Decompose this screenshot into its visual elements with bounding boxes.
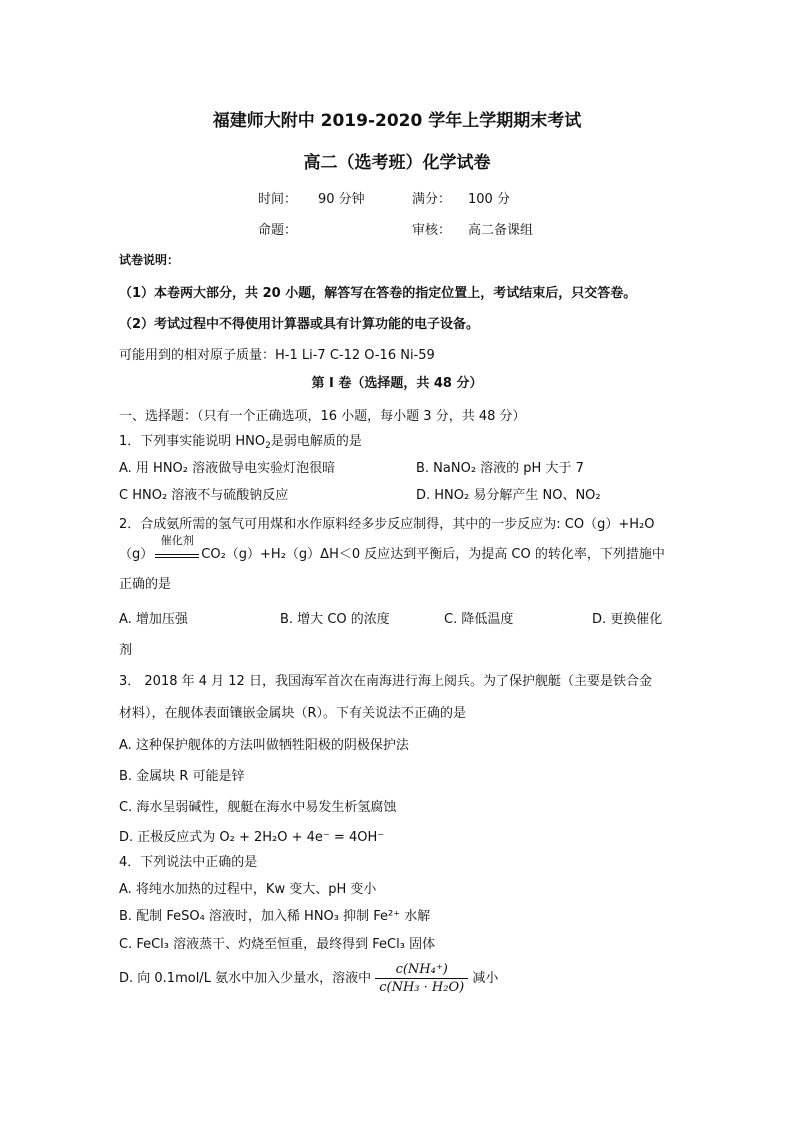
q2-stem-line1: 2．合成氨所需的氢气可用煤和水作原料经多步反应制得，其中的一步反应为: CO（g）+H₂O — [119, 517, 655, 532]
q1-option-a: A. 用 HNO₂ 溶液做导电实验灯泡很暗 — [119, 461, 336, 476]
q4-option-c: C. FeCl₃ 溶液蒸干、灼烧至恒重，最终得到 FeCl₃ 固体 — [119, 937, 436, 952]
time-value: 90 分钟 — [318, 192, 365, 207]
q2-option-c: C. 降低温度 — [444, 612, 514, 627]
exam-title: 福建师大附中 2019-2020 学年上学期期末考试 — [212, 111, 582, 131]
q1-stem: 1．下列事实能说明 $HNO_2$是弱电解质的是 — [119, 434, 362, 451]
q3-stem-line1: 3． 2018 年 4 月 12 日，我国海军首次在南海进行海上阅兵。为了保护舰艇（主要是铁合金 — [119, 674, 652, 689]
q2-stem-line3: 正确的是 — [119, 577, 172, 592]
instructions-item-1: （1）本卷两大部分，共 20 小题，解答写在答卷的指定位置上，考试结束后，只交答卷。 — [119, 286, 637, 301]
reviewer-value: 高二备课组 — [468, 223, 534, 238]
q1-option-d: D. HNO₂ 易分解产生 NO、NO₂ — [416, 488, 601, 503]
catalyst-equilibrium-arrow: 催化剂 — [155, 546, 199, 558]
q4-option-a: A. 将纯水加热的过程中，Kw 变大、pH 变小 — [119, 882, 377, 897]
concentration-ratio-fraction: $\frac{\text{c(NH₄⁺)}}{\text{c(NH₃ · H₂O)}}$ — [375, 962, 468, 995]
atomic-masses: 可能用到的相对原子质量：H-1 Li-7 C-12 O-16 Ni-59 — [119, 348, 435, 363]
section-title: 第 I 卷（选择题，共 48 分） — [311, 376, 483, 391]
q2-option-a: A. 增加压强 — [119, 612, 188, 627]
q2-option-d-cont: 剂 — [119, 643, 133, 658]
score-label: 满分： — [412, 192, 452, 207]
q1-option-b: B. NaNO₂ 溶液的 pH 大于 7 — [416, 461, 584, 476]
q4-option-d: D. 向 0.1mol/L 氨水中加入少量水，溶液中 $\frac{\text{c(NH₄⁺)}}{\text{c(NH₃ · H₂O)}}$ 减小 — [119, 962, 499, 995]
q4-stem: 4．下列说法中正确的是 — [119, 855, 258, 870]
instructions-heading: 试卷说明： — [119, 253, 180, 267]
q3-option-a: A. 这种保护舰体的方法叫做牺牲阳极的阴极保护法 — [119, 738, 409, 753]
q3-option-b: B. 金属块 R 可能是锌 — [119, 769, 245, 784]
time-label: 时间： — [258, 192, 298, 207]
q1-option-c: C HNO₂ 溶液不与硫酸钠反应 — [119, 488, 289, 503]
q3-option-c: C. 海水呈弱碱性，舰艇在海水中易发生析氢腐蚀 — [119, 800, 397, 815]
section-intro: 一、选择题：（只有一个正确选项，16 小题，每小题 3 分，共 48 分） — [119, 409, 526, 424]
q2-option-d: D. 更换催化 — [592, 612, 663, 627]
q2-option-b: B. 增大 CO 的浓度 — [280, 612, 390, 627]
instructions-item-2: （2）考试过程中不得使用计算器或具有计算功能的电子设备。 — [119, 317, 480, 332]
score-value: 100 分 — [468, 192, 510, 207]
q2-stem-line2: （g） 催化剂 CO₂（g）+H₂（g）ΔH＜0 反应达到平衡后，为提高 CO 的转化率，下列措施中 — [119, 534, 665, 562]
author-label: 命题： — [258, 223, 298, 238]
exam-subtitle: 高二（选考班）化学试卷 — [303, 153, 491, 173]
q4-option-b: B. 配制 FeSO₄ 溶液时，加入稀 HNO₃ 抑制 Fe²⁺ 水解 — [119, 909, 431, 924]
q3-option-d: D. 正极反应式为 O₂ + 2H₂O + 4e⁻ = 4OH⁻ — [119, 830, 385, 845]
reviewer-label: 审核： — [412, 223, 452, 238]
q3-stem-line2: 材料），在舰体表面镶嵌金属块（R）。下有关说法不正确的是 — [119, 706, 467, 721]
